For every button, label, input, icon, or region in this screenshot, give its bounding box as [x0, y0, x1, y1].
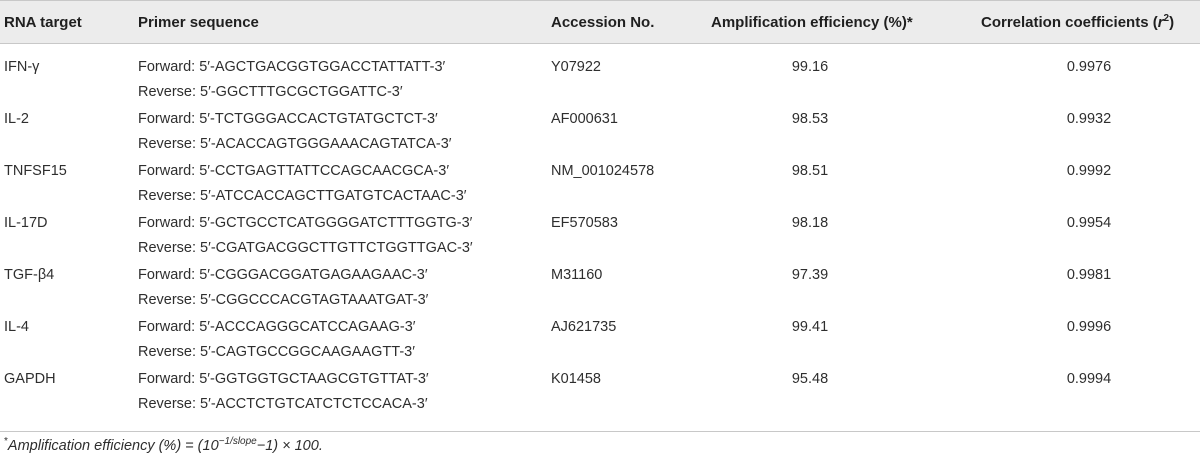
table-row [0, 200, 1200, 256]
cell-forward: Forward: 5′-AGCTGACGGTGGACCTATTATT-3′ [138, 59, 446, 75]
cell-efficiency-value: 98.51 [791, 163, 829, 179]
cell-reverse: Reverse: 5′-ACACCAGTGGGAAACAGTATCA-3′ [138, 136, 452, 152]
table-header [0, 0, 1200, 44]
cell-target: GAPDH [4, 371, 56, 387]
header-correlation-sup: 2 [1163, 13, 1170, 24]
cell-reverse: Reverse: 5′-ATCCACCAGCTTGATGTCACTAAC-3′ [138, 188, 467, 204]
cell-accession: M31160 [551, 267, 603, 283]
cell-efficiency-value: 98.53 [791, 111, 829, 127]
cell-efficiency-value: 98.18 [791, 215, 829, 231]
cell-accession: NM_001024578 [551, 163, 655, 179]
cell-target: IL-4 [4, 319, 29, 335]
header-correlation [981, 14, 1174, 31]
cell-forward: Forward: 5′-CCTGAGTTATTCCAGCAACGCA-3′ [138, 163, 450, 179]
footnote-text-after: −1) × 100. [256, 438, 323, 454]
footnote-marker: * [4, 436, 8, 448]
header-accession: Accession No. [551, 14, 655, 31]
cell-forward: Forward: 5′-GCTGCCTCATGGGGATCTTTGGTG-3′ [138, 215, 473, 231]
cell-target: IL-2 [4, 111, 29, 127]
table-row [0, 304, 1200, 360]
cell-reverse: Reverse: 5′-GGCTTTGCGCTGGATTC-3′ [138, 84, 403, 100]
cell-reverse: Reverse: 5′-CAGTGCCGGCAAGAAGTT-3′ [138, 344, 415, 360]
cell-target: TGF-β4 [4, 267, 55, 283]
cell-efficiency-value: 95.48 [791, 371, 829, 387]
cell-correlation-value: 0.9976 [1066, 59, 1112, 75]
footnote-text-before: Amplification efficiency (%) = (10 [7, 438, 219, 454]
cell-correlation-value: 0.9981 [1066, 267, 1112, 283]
table-row [0, 44, 1200, 100]
cell-correlation-value: 0.9994 [1066, 371, 1112, 387]
cell-forward: Forward: 5′-CGGGACGGATGAGAAGAAC-3′ [138, 267, 428, 283]
cell-forward: Forward: 5′-TCTGGGACCACTGTATGCTCT-3′ [138, 111, 438, 127]
cell-correlation-value: 0.9996 [1066, 319, 1112, 335]
cell-forward: Forward: 5′-ACCCAGGGCATCCAGAAG-3′ [138, 319, 416, 335]
table-footnote [4, 438, 323, 454]
cell-accession: AJ621735 [551, 319, 617, 335]
cell-accession: EF570583 [551, 215, 618, 231]
cell-correlation-value: 0.9954 [1066, 215, 1112, 231]
table-row [0, 356, 1200, 412]
cell-target: IL-17D [4, 215, 48, 231]
table-body [0, 44, 1200, 432]
cell-forward: Forward: 5′-GGTGGTGCTAAGCGTGTTAT-3′ [138, 371, 429, 387]
cell-accession: K01458 [551, 371, 601, 387]
cell-reverse: Reverse: 5′-ACCTCTGTCATCTCTCCACA-3′ [138, 396, 428, 412]
table-row [0, 96, 1200, 152]
header-primer-sequence: Primer sequence [138, 14, 259, 31]
header-correlation-prefix: Correlation coefficients ( [981, 14, 1158, 31]
cell-reverse: Reverse: 5′-CGATGACGGCTTGTTCTGGTTGAC-3′ [138, 240, 473, 256]
table-row [0, 148, 1200, 204]
cell-efficiency-value: 99.16 [791, 59, 829, 75]
cell-correlation-value: 0.9992 [1066, 163, 1112, 179]
cell-accession: AF000631 [551, 111, 618, 127]
header-rna-target: RNA target [4, 14, 82, 31]
cell-efficiency-value: 97.39 [791, 267, 829, 283]
cell-correlation-value: 0.9932 [1066, 111, 1112, 127]
cell-efficiency-value: 99.41 [791, 319, 829, 335]
cell-target: TNFSF15 [4, 163, 67, 179]
header-correlation-var: r [1157, 14, 1164, 31]
cell-target: IFN-γ [4, 59, 40, 75]
header-efficiency: Amplification efficiency (%)* [711, 14, 913, 31]
footnote-exponent: −1/slope [218, 436, 257, 448]
header-correlation-suffix: ) [1169, 14, 1175, 31]
cell-reverse: Reverse: 5′-CGGCCCACGTAGTAAATGAT-3′ [138, 292, 429, 308]
cell-accession: Y07922 [551, 59, 601, 75]
table-row [0, 252, 1200, 308]
